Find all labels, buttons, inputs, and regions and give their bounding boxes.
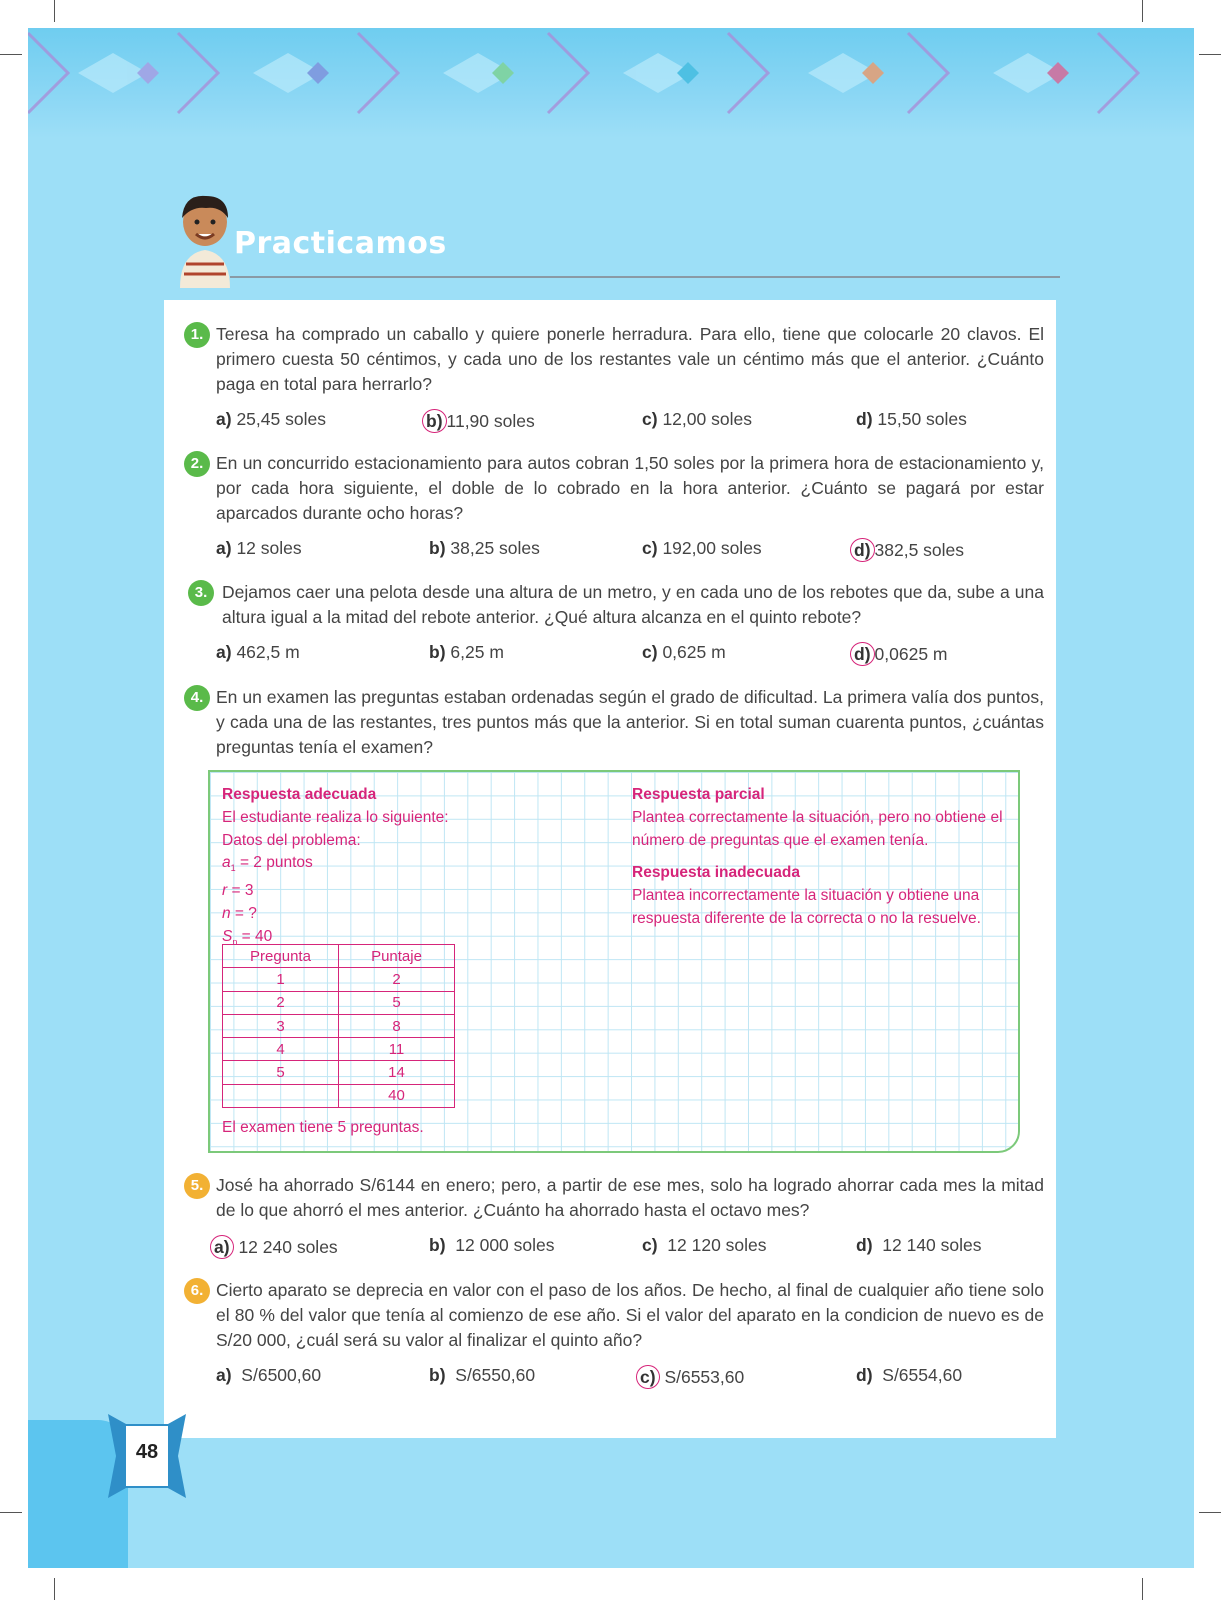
table-cell: 4 [223,1038,339,1061]
score-table [222,944,455,1108]
data-a1: $a_1 = 2$ puntos [222,854,313,874]
question-number-badge: 5. [184,1173,210,1199]
table-row [223,968,455,991]
option-d[interactable]: d) S/6554,60 [856,1365,963,1385]
question-text: Teresa ha comprado un caballo y quiere ponerle herradura. Para ello, tiene que colocarle 20 clavos. El primero cuesta 50 céntimos, y cada uno de los restantes vale un céntimo más que el anterior. ¿Cuánto paga en total para herrarlo? [216,324,1044,394]
table-row [223,1061,455,1084]
question-number-badge: 6. [184,1278,210,1304]
selected-answer-circle: d) [850,642,875,666]
option-d[interactable]: d) 0,0625 m [850,642,948,666]
table-cell: 11 [339,1038,455,1061]
table-cell: 5 [339,991,455,1014]
options-row [216,538,1044,566]
selected-answer-circle: a) [210,1235,234,1259]
question-3 [184,580,1044,670]
question-number-badge: 1. [184,322,210,348]
table-header: Pregunta [223,945,339,968]
inadequate-text: Plantea incorrectamente la situación y obtiene una respuesta diferente de la correcta o no la resuelve. [632,887,981,927]
option-b[interactable]: b) 12 000 soles [429,1235,555,1255]
option-a[interactable]: a) 12 240 soles [210,1235,338,1259]
options-row [216,1365,1044,1393]
partial-title: Respuesta parcial [632,786,765,803]
data-n: n = ? [222,905,257,923]
question-text: Dejamos caer una pelota desde una altura de un metro, y en cada uno de los rebotes que da, sube a una altura igual a la mitad del rebote anterior. ¿Qué altura alcanza en el quinto rebote? [222,582,1044,627]
partial-text: Plantea correctamente la situación, pero no obtiene el número de preguntas que el examen tenía. [632,808,1003,849]
table-cell [223,1084,339,1107]
boy-mascot-icon [170,188,240,288]
question-text: En un examen las preguntas estaban ordenadas según el grado de dificultad. La primera valía dos puntos, y cada una de las restantes, tres puntos más que la anterior. Si en total suman cuarenta puntos, ¿cuántas preguntas tenía el examen? [216,687,1044,757]
option-c[interactable]: c) 192,00 soles [642,538,762,558]
options-row [216,1235,1044,1263]
option-d[interactable]: d) 382,5 soles [850,538,964,562]
adequate-title: Respuesta adecuada [222,786,377,803]
crop-mark [54,1578,55,1600]
option-d[interactable]: d) 15,50 soles [856,409,967,429]
table-cell: 40 [339,1084,455,1107]
decorative-banner [28,28,1194,138]
option-b[interactable]: b) S/6550,60 [429,1365,536,1385]
question-2 [184,451,1044,566]
option-b[interactable]: b) 6,25 m [429,642,504,662]
option-b[interactable]: b) 11,90 soles [422,409,535,433]
question-6 [184,1278,1044,1393]
crop-mark [0,54,22,55]
adequate-answer-column [222,784,602,954]
selected-answer-circle: b) [422,409,447,433]
selected-answer-circle: c) [636,1365,660,1389]
header-divider [230,276,1060,278]
question-5 [184,1173,1044,1263]
option-c[interactable]: c) 0,625 m [642,642,726,662]
table-header-row [223,945,455,968]
page-number-badge [108,1414,186,1498]
table-cell: 2 [223,991,339,1014]
crop-mark [1199,1512,1221,1513]
crop-mark [0,1512,22,1513]
table-row [223,1014,455,1037]
other-answers-column [632,784,1012,931]
selected-answer-circle: d) [850,538,875,562]
question-4 [184,685,1044,760]
table-cell: 5 [223,1061,339,1084]
table-cell: 3 [223,1014,339,1037]
options-row [216,642,1044,670]
table-header: Puntaje [339,945,455,968]
option-c[interactable]: c) S/6553,60 [636,1365,744,1389]
option-a[interactable]: a) S/6500,60 [216,1365,322,1385]
table-cell: 1 [223,968,339,991]
question-text: En un concurrido estacionamiento para autos cobran 1,50 soles por la primera hora de estacionamiento y, por cada hora siguiente, el doble de lo cobrado en la hora anterior. ¿Cuánto se pagará por estar aparcados durante ocho horas? [216,453,1044,523]
option-c[interactable]: c) 12,00 soles [642,409,752,429]
question-number-badge: 2. [184,451,210,477]
options-row [216,409,1044,437]
option-a[interactable]: a) 462,5 m [216,642,300,662]
question-1 [184,322,1044,437]
option-d[interactable]: d) 12 140 soles [856,1235,982,1255]
table-cell: 14 [339,1061,455,1084]
adequate-line: Datos del problema: [222,831,361,849]
table-row [223,991,455,1014]
question-number-badge: 3. [188,580,214,606]
crop-mark [54,0,55,22]
question-text: Cierto aparato se deprecia en valor con el paso de los años. De hecho, al final de cualquier año tiene solo el 80 % del valor que tenía al comienzo de ese año. Si el valor del aparato en la condicion de nuevo es de S/20 000, ¿cuál será su valor al finalizar el quinto año? [216,1280,1044,1350]
conclusion-text: El examen tiene 5 preguntas. [222,1119,424,1136]
exercise-card [164,300,1056,1438]
crop-mark [1142,0,1143,22]
table-cell: 8 [339,1014,455,1037]
page-number: 48 [135,1441,159,1463]
table-cell: 2 [339,968,455,991]
question-text: José ha ahorrado S/6144 en enero; pero, a partir de ese mes, solo ha logrado ahorrar cada mes la mitad de lo que ahorró el mes anterior. ¿Cuánto ha ahorrado hasta el octavo mes? [216,1175,1044,1220]
table-row [223,1084,455,1107]
option-c[interactable]: c) 12 120 soles [642,1235,767,1255]
crop-mark [1199,54,1221,55]
option-a[interactable]: a) 25,45 soles [216,409,326,429]
rubric-grid [208,770,1020,1153]
adequate-line: El estudiante realiza lo siguiente: [222,808,449,826]
option-b[interactable]: b) 38,25 soles [429,538,540,558]
option-a[interactable]: a) 12 soles [216,538,302,558]
section-header [170,188,1060,298]
crop-mark [1142,1578,1143,1600]
question-number-badge: 4. [184,685,210,711]
page-title: Practicamos [234,226,447,261]
data-r: r = 3 [222,882,254,900]
table-row [223,1038,455,1061]
data-sn: $S_n = 40$ [222,927,273,947]
inadequate-title: Respuesta inadecuada [632,864,800,882]
